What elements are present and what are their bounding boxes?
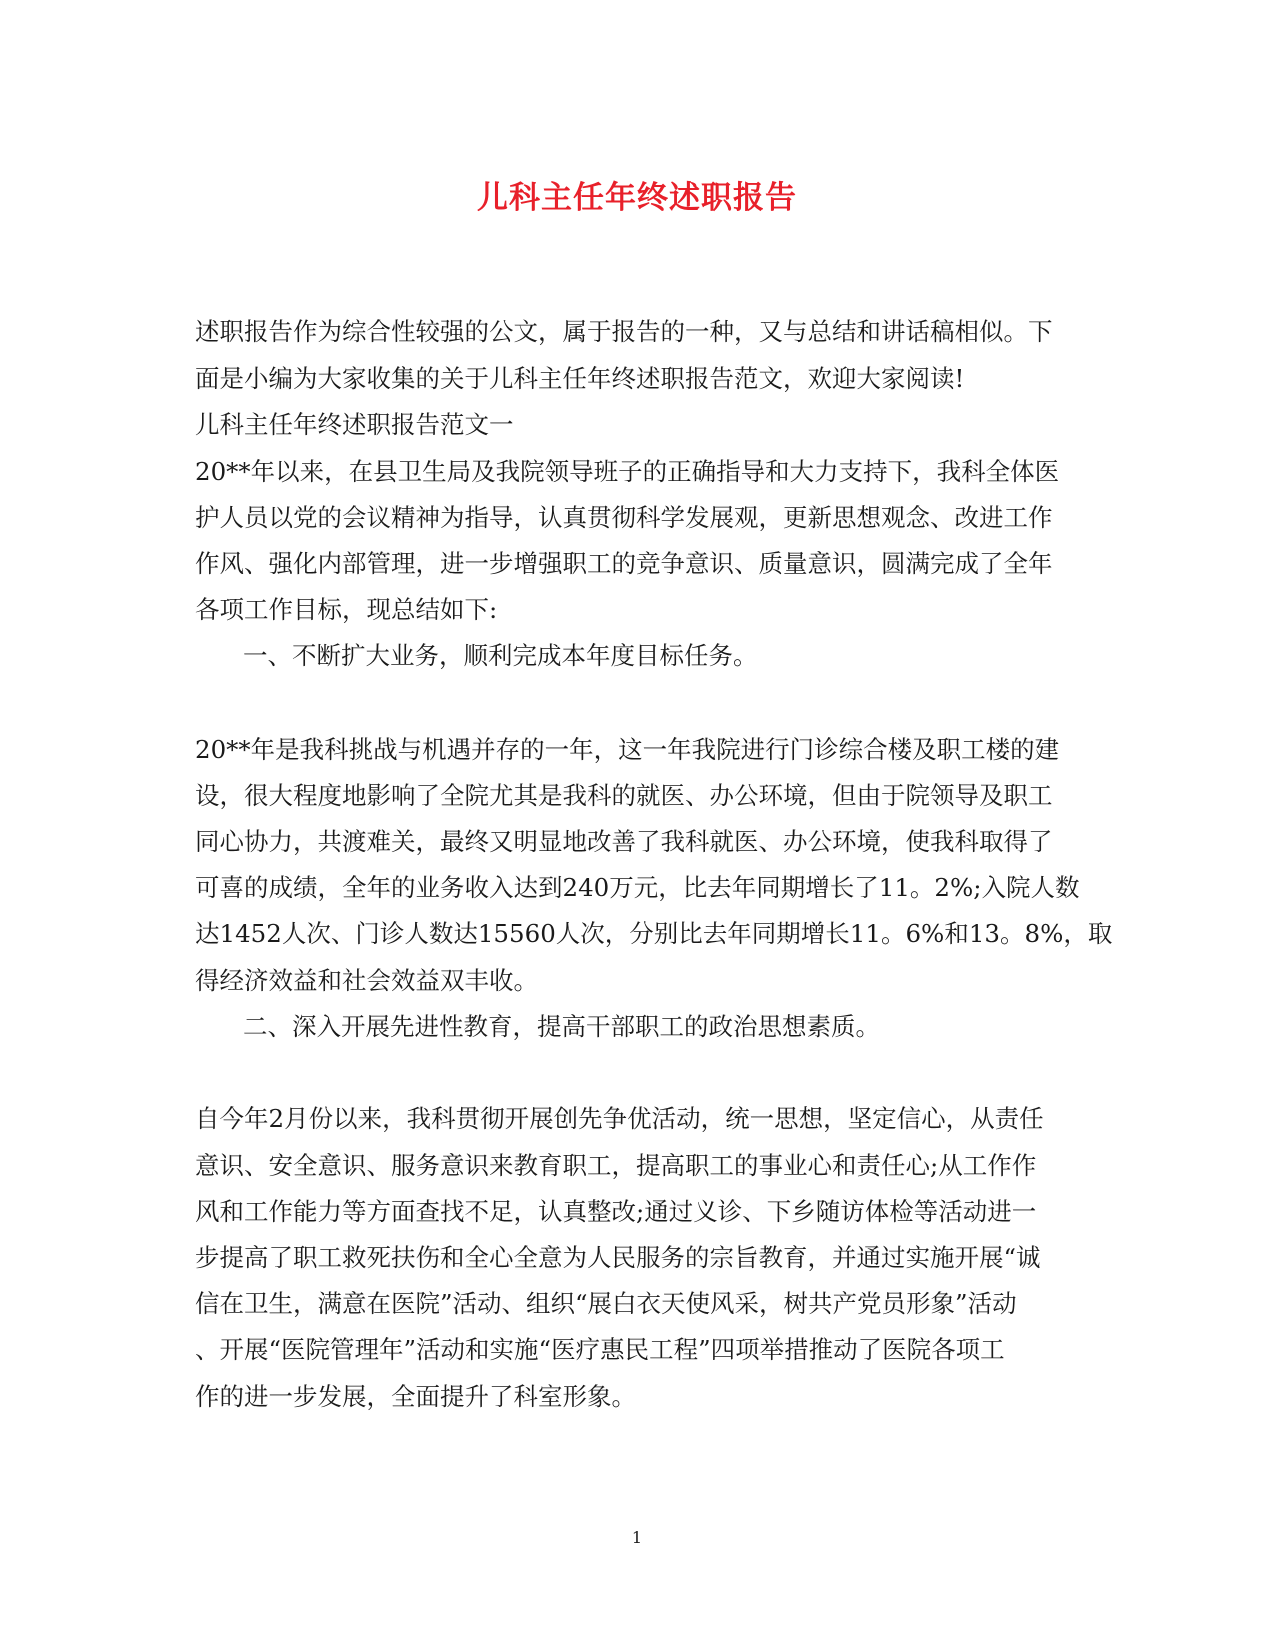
text-line: 面是小编为大家收集的关于儿科主任年终述职报告范文，欢迎大家阅读! bbox=[195, 364, 965, 393]
subheading: 儿科主任年终述职报告范文一 bbox=[195, 410, 514, 439]
text-line: 意识、安全意识、服务意识来教育职工，提高职工的事业心和责任心;从工作作 bbox=[195, 1151, 1037, 1180]
text-line: 得经济效益和社会效益双丰收。 bbox=[195, 966, 538, 995]
text-line: 作的进一步发展，全面提升了科室形象。 bbox=[195, 1382, 636, 1411]
page-number: 1 bbox=[631, 1528, 643, 1547]
text-line: 步提高了职工救死扶伤和全心全意为人民服务的宗旨教育，并通过实施开展“诚 bbox=[195, 1243, 1041, 1272]
text-line: 护人员以党的会议精神为指导，认真贯彻科学发展观，更新思想观念、改进工作 bbox=[195, 503, 1053, 532]
text-line: 达1452人次、门诊人数达15560人次，分别比去年同期增长11。6%和13。8%，取 bbox=[195, 919, 1113, 948]
text-line: 、开展“医院管理年”活动和实施“医疗惠民工程”四项举措推动了医院各项工 bbox=[195, 1335, 1005, 1364]
text-line: 自今年2月份以来，我科贯彻开展创先争优活动，统一思想，坚定信心，从责任 bbox=[195, 1104, 1044, 1133]
section-heading: 二、深入开展先进性教育，提高干部职工的政治思想素质。 bbox=[243, 1012, 880, 1041]
text-line: 可喜的成绩，全年的业务收入达到240万元，比去年同期增长了11。2%;入院人数 bbox=[195, 873, 1080, 902]
text-line: 风和工作能力等方面查找不足，认真整改;通过义诊、下乡随访体检等活动进一 bbox=[195, 1197, 1037, 1226]
document-title: 儿科主任年终述职报告 bbox=[477, 180, 797, 216]
text-line: 20**年是我科挑战与机遇并存的一年，这一年我院进行门诊综合楼及职工楼的建 bbox=[195, 735, 1060, 764]
text-line: 信在卫生，满意在医院”活动、组织“展白衣天使风采，树共产党员形象”活动 bbox=[195, 1289, 1017, 1318]
text-line: 设，很大程度地影响了全院尤其是我科的就医、办公环境，但由于院领导及职工 bbox=[195, 781, 1053, 810]
text-line: 20**年以来，在县卫生局及我院领导班子的正确指导和大力支持下，我科全体医 bbox=[195, 457, 1060, 486]
text-line: 各项工作目标，现总结如下: bbox=[195, 595, 498, 624]
text-line: 述职报告作为综合性较强的公文，属于报告的一种，又与总结和讲话稿相似。下 bbox=[195, 317, 1053, 346]
text-line: 同心协力，共渡难关，最终又明显地改善了我科就医、办公环境，使我科取得了 bbox=[195, 827, 1053, 856]
text-line: 作风、强化内部管理，进一步增强职工的竞争意识、质量意识，圆满完成了全年 bbox=[195, 549, 1053, 578]
section-heading: 一、不断扩大业务，顺利完成本年度目标任务。 bbox=[243, 641, 758, 670]
